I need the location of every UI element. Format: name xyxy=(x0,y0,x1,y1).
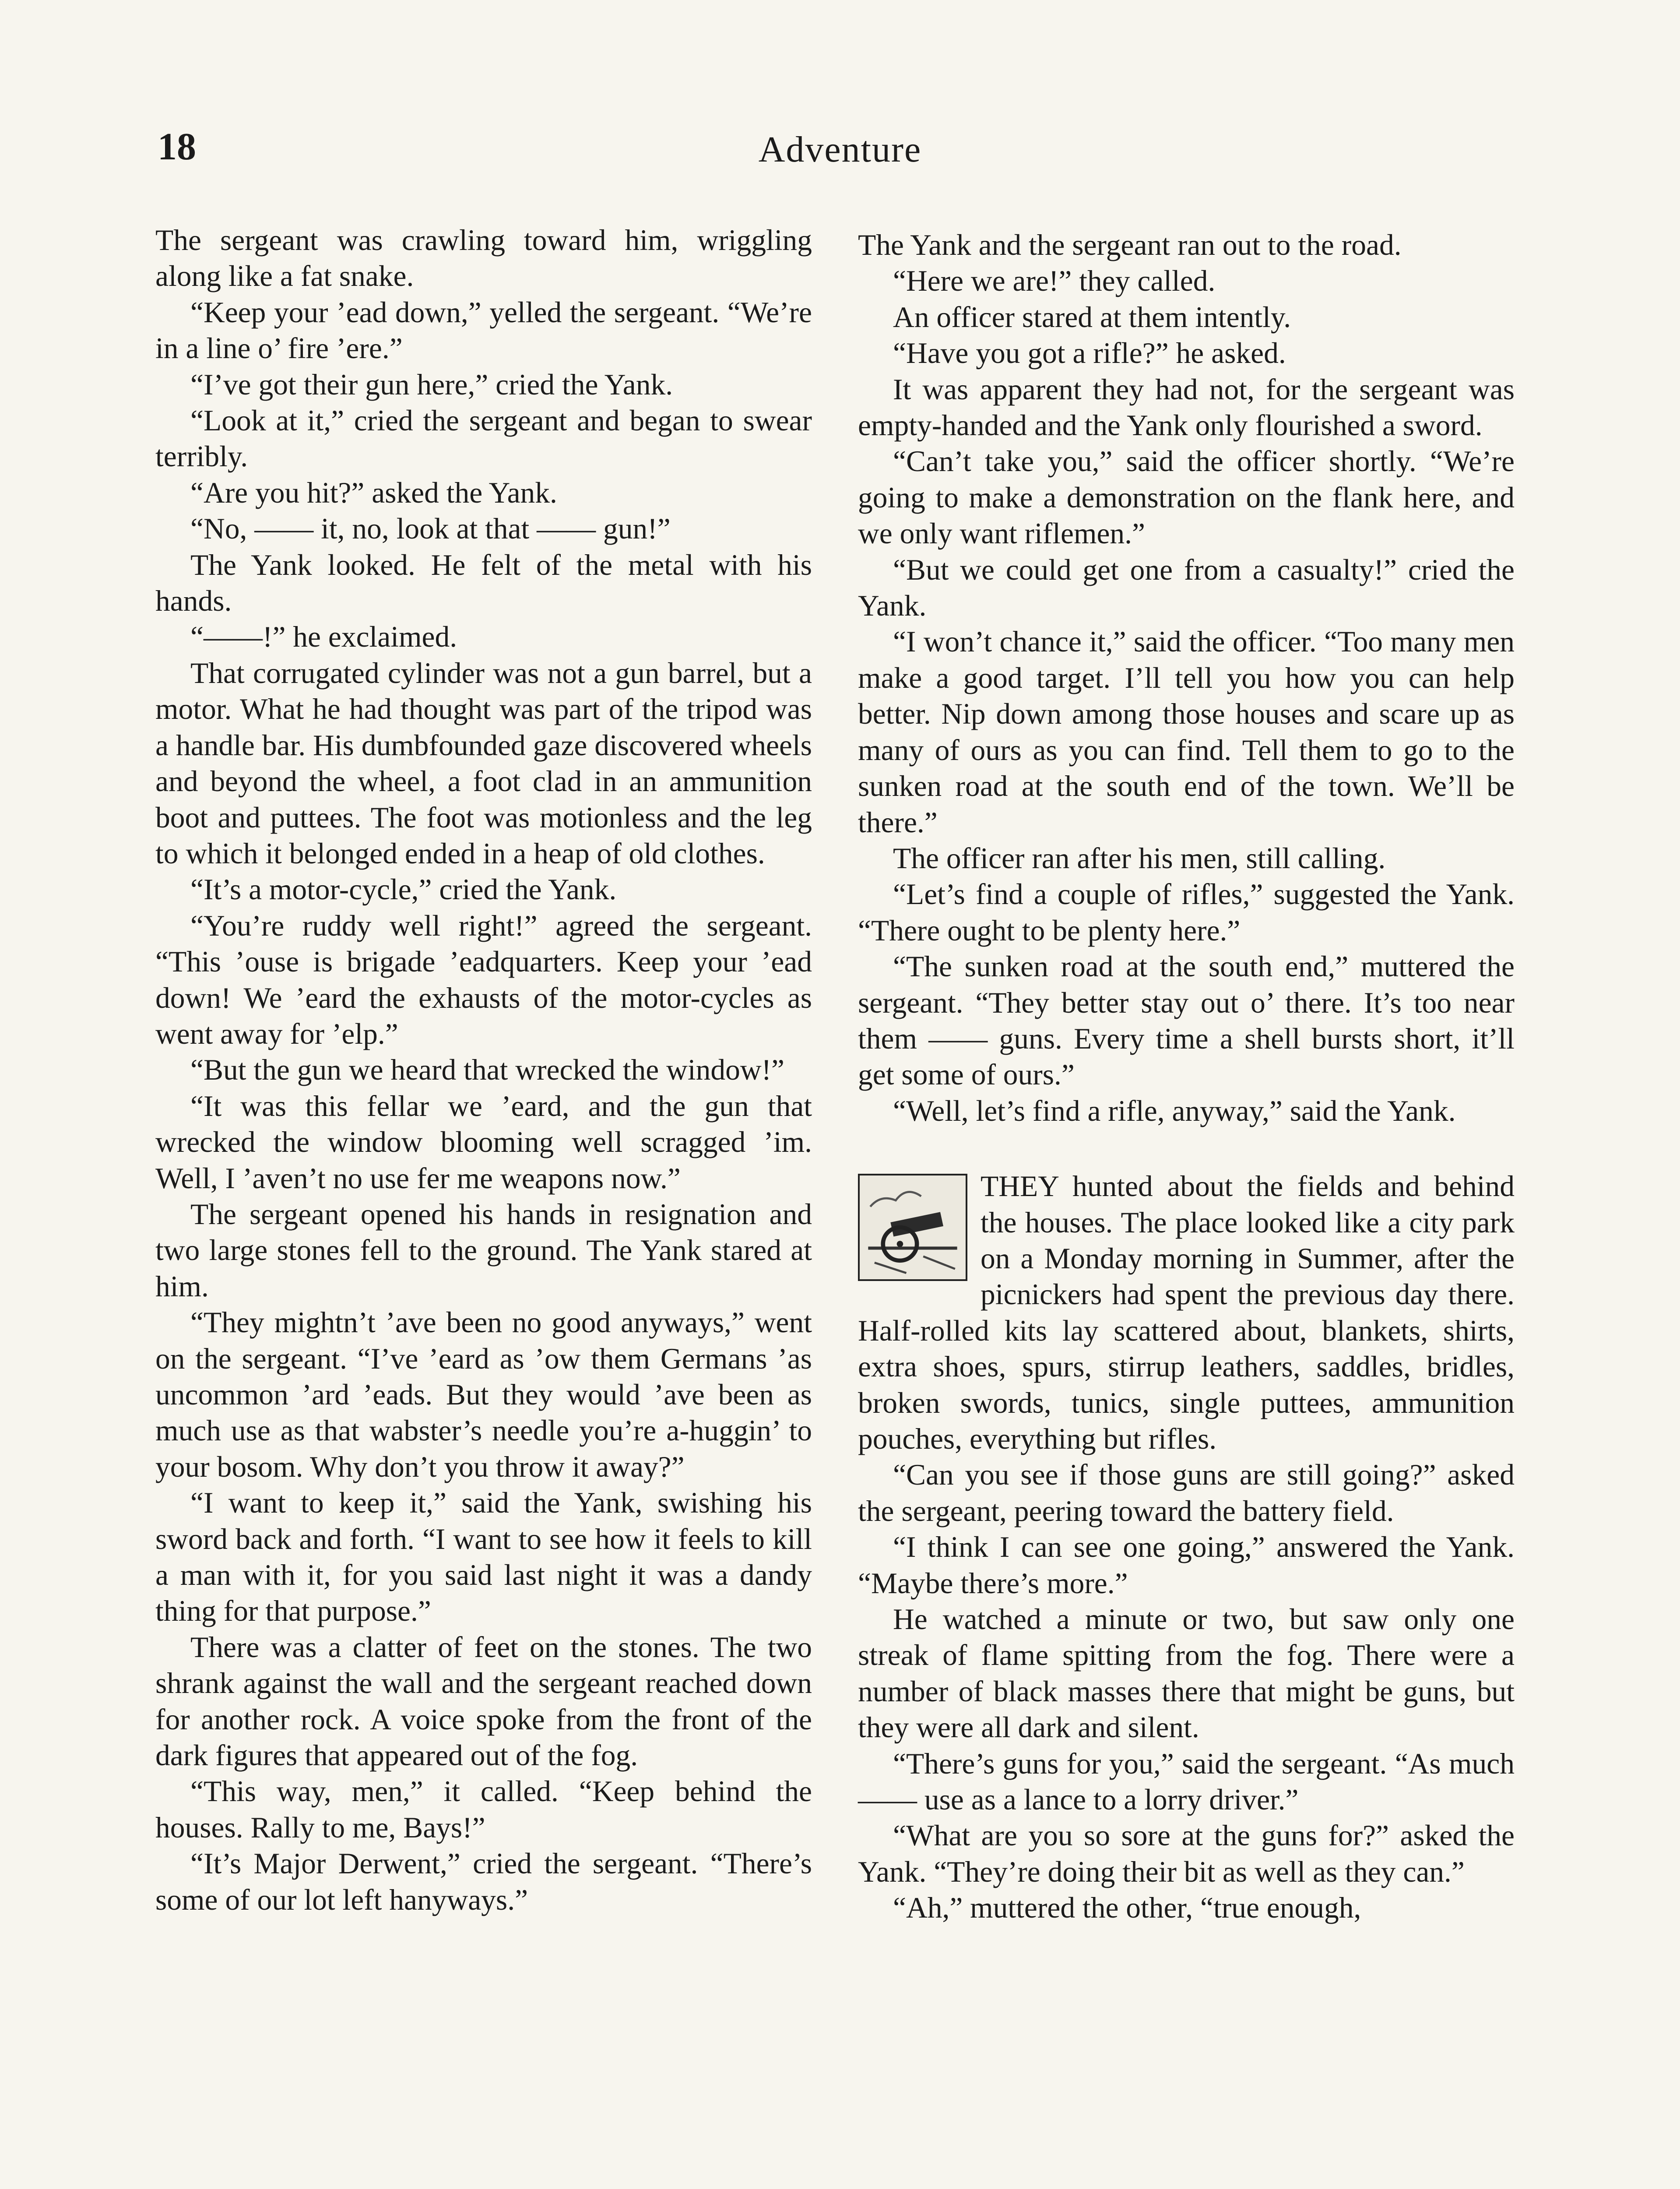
paragraph: THEY hunted about the fields and behind the houses. The place looked like a city park on a Monday morning in Summer, after the picnickers had spent the previous day there. Half-rolled kits lay scattered about, blankets, shirts, extra shoes, spurs, stirrup leathers, saddles, bridles, broken swords, tunics, single puttees, ammunition pouches, everything but rifles. xyxy=(858,1170,1515,1455)
running-head: Adventure xyxy=(758,129,922,170)
section-break xyxy=(858,1129,1515,1457)
paragraph: The Yank looked. He felt of the metal with his hands. xyxy=(155,548,812,618)
paragraph: “The sunken road at the south end,” muttered the sergeant. “They better stay out o’ there. It’s too near them —— guns. Every time a shell bursts short, it’ll get some of ours.” xyxy=(858,950,1515,1091)
paragraph: “No, —— it, no, look at that —— gun!” xyxy=(190,512,671,545)
dropcap-illustration xyxy=(858,1174,967,1281)
paragraph: “Here we are!” they called. xyxy=(893,264,1216,298)
paragraph: That corrugated cylinder was not a gun barrel, but a motor. What he had thought was part of the tripod was a handle bar. His dumbfounded gaze discovered wheels and beyond the wheel, a foot clad in an ammunition boot and puttees. The foot was motionless and the leg to which it belonged ended in a heap of old clothes. xyxy=(155,656,812,870)
paragraph: “I think I can see one going,” answered the Yank. “Maybe there’s more.” xyxy=(858,1531,1515,1600)
paragraph: “This way, men,” it called. “Keep behind the houses. Rally to me, Bays!” xyxy=(155,1775,812,1844)
paragraph: “I want to keep it,” said the Yank, swishing his sword back and forth. “I want to see how it feels to kill a man with it, for you said last night it was a dandy thing for that purpose.” xyxy=(155,1486,812,1628)
paragraph: “Are you hit?” asked the Yank. xyxy=(190,476,557,509)
paragraph: “But the gun we heard that wrecked the window!” xyxy=(190,1053,785,1087)
paragraph: “It’s a motor-cycle,” cried the Yank. xyxy=(190,873,617,906)
paragraph: “You’re ruddy well right!” agreed the sergeant. “This ’ouse is brigade ’eadquarters. Keep your ’ead down! We ’eard the exhausts of the motor-cycles as went away for ’elp.” xyxy=(155,909,812,1050)
paragraph: “But we could get one from a casualty!” cried the Yank. xyxy=(858,553,1515,623)
paragraph: “I won’t chance it,” said the officer. “Too many men make a good target. I’ll tell you how you can help better. Nip down among those houses and scare up as many of ours as you can find. Tell them to go to the sunken road at the south end of the town. We’ll be there.” xyxy=(858,625,1515,839)
paragraph: “It’s Major Derwent,” cried the sergeant. “There’s some of our lot left hanyways.” xyxy=(155,1847,812,1916)
paragraph: “Can’t take you,” said the officer shortly. “We’re going to make a demonstration on the flank here, and we only want riflemen.” xyxy=(858,445,1515,550)
paragraph: “Can you see if those guns are still going?” asked the sergeant, peering toward the battery field. xyxy=(858,1458,1515,1527)
paragraph: There was a clatter of feet on the stones. The two shrank against the wall and the sergeant reached down for another rock. A voice spoke from the front of the dark figures that appeared out of the fog. xyxy=(155,1630,812,1772)
paragraph: “Keep your ’ead down,” yelled the sergeant. “We’re in a line o’ fire ’ere.” xyxy=(155,296,812,365)
paragraph: “It was this fellar we ’eard, and the gun that wrecked the window blooming well scragged ’im. Well, I ’aven’t no use fer me weapons now.” xyxy=(155,1089,812,1195)
paragraph: “Ah,” muttered the other, “true enough, xyxy=(893,1891,1361,1925)
paragraph: The Yank and the sergeant ran out to the road. xyxy=(858,229,1402,261)
cannon-icon xyxy=(860,1175,966,1279)
paragraph: The sergeant was crawling toward him, wriggling along like a fat snake. xyxy=(155,224,812,293)
paragraph: He watched a minute or two, but saw only one streak of flame spitting from the fog. There were a number of black masses there that might be guns, but they were all dark and silent. xyxy=(858,1603,1515,1744)
paragraph: It was apparent they had not, for the sergeant was empty-handed and the Yank only flourished a sword. xyxy=(858,373,1515,442)
paragraph: The sergeant opened his hands in resignation and two large stones fell to the ground. The Yank stared at him. xyxy=(155,1197,812,1303)
left-column xyxy=(155,222,812,1918)
paragraph: “Well, let’s find a rifle, anyway,” said the Yank. xyxy=(893,1094,1456,1127)
page-number: 18 xyxy=(158,126,196,168)
paragraph: “They mightn’t ’ave been no good anyways,” went on the sergeant. “I’ve ’eard as ’ow them Germans ’as uncommon ’ard ’eads. But they would ’ave been as much use as that wabster’s needle you’re a-huggin’ to your bosom. Why don’t you throw it away?” xyxy=(155,1306,812,1483)
paragraph: “——!” he exclaimed. xyxy=(190,620,457,654)
paragraph: “There’s guns for you,” said the sergeant. “As much —— use as a lance to a lorry driver.” xyxy=(858,1747,1515,1816)
paragraph: “Look at it,” cried the sergeant and began to swear terribly. xyxy=(155,404,812,473)
paragraph: “What are you so sore at the guns for?” asked the Yank. “They’re doing their bit as well as they can.” xyxy=(858,1819,1515,1888)
right-column xyxy=(858,227,1515,1926)
paragraph: “I’ve got their gun here,” cried the Yank. xyxy=(190,368,673,401)
paragraph: The officer ran after his men, still calling. xyxy=(893,841,1386,875)
paragraph: “Let’s find a couple of rifles,” suggested the Yank. “There ought to be plenty here.” xyxy=(858,878,1515,947)
paragraph: “Have you got a rifle?” he asked. xyxy=(893,337,1286,370)
paragraph: An officer stared at them intently. xyxy=(893,300,1291,334)
